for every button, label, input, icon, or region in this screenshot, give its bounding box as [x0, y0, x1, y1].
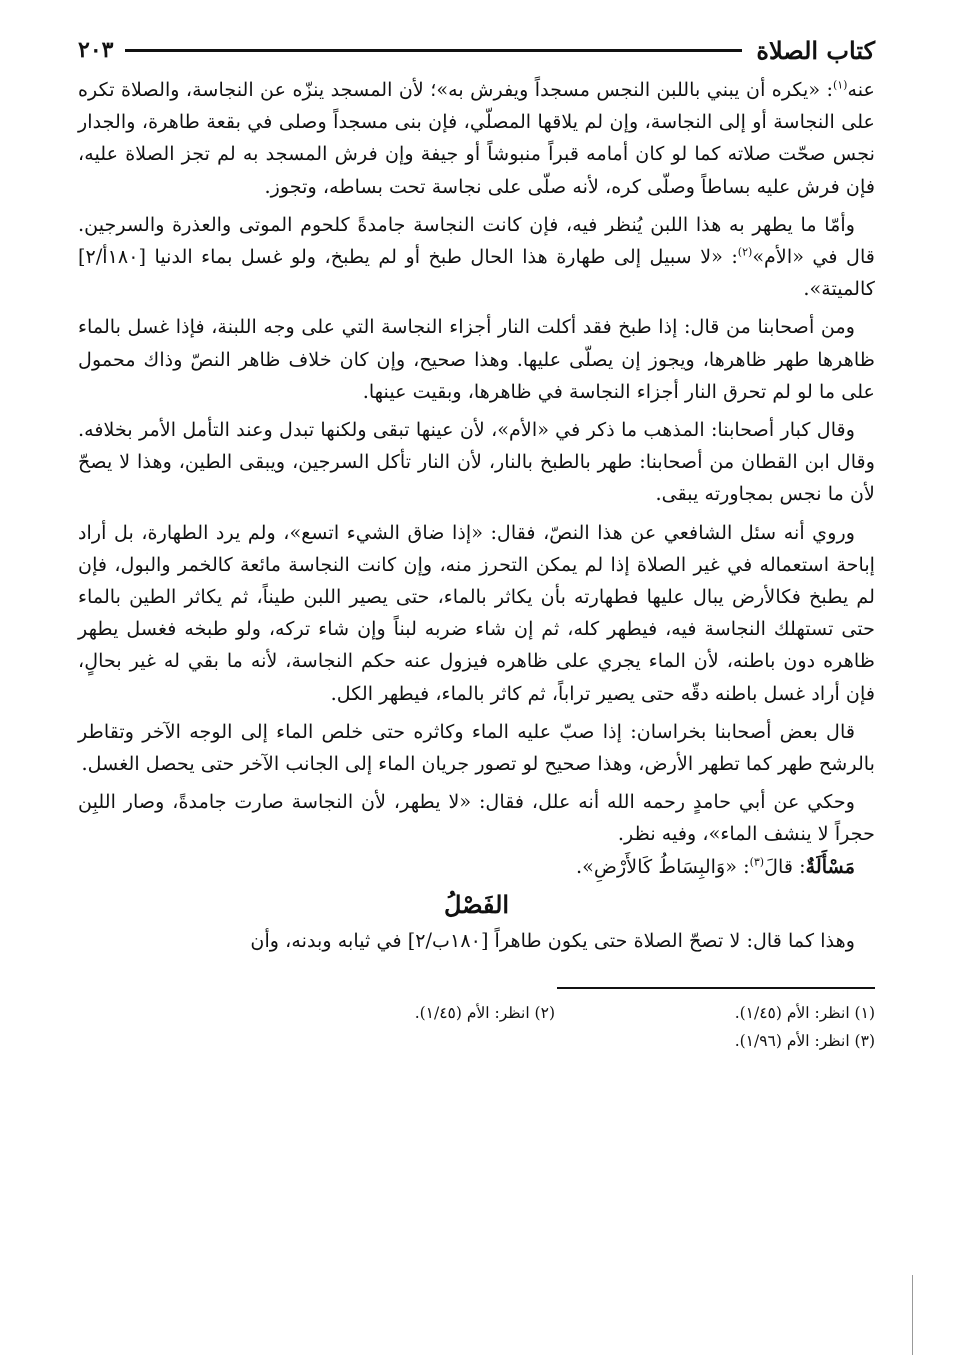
footnote-3: (٣) انظر: الأم (١/٩٦).	[734, 1032, 875, 1051]
paragraph-3: ومن أصحابنا من قال: إذا طبخ فقد أكلت النار أجزاء النجاسة التي على وجه اللبنة، فإذا غسل بالماء ظاهرها طهر ظاهرها، ويجوز إن يصلّى عليها. وهذا صحيح، وإن كان خلاف ظاهر النصّ وذاك محمول على ما لو لم تحرق النار أجزاء النجاسة في ظاهرها، وبقيت عينها.	[78, 315, 875, 403]
running-header	[78, 30, 875, 70]
paragraph-text: عنه	[847, 78, 875, 101]
page-edge-mark	[912, 1275, 913, 1355]
paragraph-text: : «يكره أن يبني باللبن النجس مسجداً ويفرش به»؛ لأن المسجد ينزّه عن النجاسة، والصلاة تكره على النجاسة أو إلى النجاسة، وإن لم يلاقها المصلّي، فإن بنى مسجداً وصلى في بقعة طاهرة، والجدار نجس صحّت صلاته كما لو كان أمامه قبراً منبوشاً أو جيفة وإن فرش المسجد به لم تجز الصلاة عليه، فإن فرش عليه بساطاً وصلّى كره، لأنه صلّى على نجاسة تحت بساطه، وتجوز.	[78, 78, 875, 198]
paragraph-2	[78, 209, 875, 306]
footnote-row	[78, 1027, 875, 1055]
footnote-row	[78, 999, 875, 1027]
masala-quote: : «وَالبِسَاطُ كَالأَرْضِ».	[576, 854, 750, 878]
paragraph-6: قال بعض أصحابنا بخراسان: إذا صبّ عليه الماء وكاثره حتى خلص الماء إلى الوجه الآخر وتقاطر بالرشح طهر كما تطهر الأرض، وهذا صحيح لو تصور جريان الماء إلى الجانب الآخر حتى يحصل الغسل.	[78, 719, 875, 776]
footnote-ref-1: (١)	[832, 78, 848, 92]
header-rule	[125, 49, 742, 52]
closing-paragraph: وهذا كما قال: لا تصحّ الصلاة حتى يكون طاهراً [١٨٠ب/٢] في ثيابه وبدنه، وأن	[250, 929, 855, 953]
footnote-ref-2: (٢)	[737, 245, 753, 259]
footnote-ref-3: (٣)	[749, 855, 765, 869]
footnote-1: (١) انظر: الأم (١/٤٥).	[734, 1004, 875, 1023]
paragraph-text: : «لا سبيل إلى طهارة هذا الحال طبخ أو لم يطبخ، ولو غسل بماء الدنيا [١٨٠أ/٢] كالميتة».	[78, 245, 875, 301]
page-number: ٢٠٣	[78, 37, 114, 63]
masala-line	[78, 851, 875, 883]
main-text	[78, 74, 875, 957]
masala-text: : قالَ	[764, 854, 806, 878]
paragraph-text: وأمّا ما يطهر به هذا اللبن يُنظر فيه، فإن كانت النجاسة جامدةً كلحوم الموتى والعذرة والسرجين. قال في «الأم»	[78, 212, 875, 269]
paragraph-1	[78, 74, 875, 203]
document-page	[78, 30, 875, 1055]
paragraph-4: وقال كبار أصحابنا: المذهب ما ذكر في «الأم»، لأن عينها تبقى ولكنها تبدل وعند التأمل الأمر بخلافه. وقال ابن القطان من أصحابنا: طهر بالطبخ بالنار، لأن النار تأكل السرجين، ويبقى الطين، وهذا لا يصحّ لأن ما نجس بمجاورته يبقى.	[78, 418, 875, 506]
masala-label: مَسْأَلَةٌ	[805, 854, 855, 878]
section-heading: الفَصْلُ	[443, 889, 510, 919]
footnotes	[78, 999, 875, 1055]
book-title: كتاب الصلاة	[756, 35, 875, 65]
footnote-separator	[557, 987, 875, 989]
paragraph-7: وحكي عن أبي حامدٍ رحمه الله أنه علل، فقال: «لا يطهر، لأن النجاسة صارت جامدةً، وصار اللبِن حجراً لا ينشف الماء»، وفيه نظر.	[78, 790, 875, 846]
footnote-2: (٢) انظر: الأم (١/٤٥).	[414, 1004, 555, 1023]
paragraph-5: وروي أنه سئل الشافعي عن هذا النصّ، فقال: «إذا ضاق الشيء اتسع»، ولم يرد الطهارة، بل أراد إباحة استعماله في غير الصلاة إذا لم يمكن التحرز منه، وإن كانت النجاسة مائعة كالخمر والبول، فإن لم يطبخ فكالأرض يبال عليها فطهارته بأن يكاثر بالماء، حتى يصير اللبن طيناً، ثم يكاثر الطين بالماء حتى تستهلك النجاسة فيه، فيطهر كله، ثم إن شاء ضربه لبناً وإن شاء تركه، ولو طبخه فغسل يطهر ظاهره دون باطنه، لأن الماء يجري على ظاهره فيزول عنه حكم النجاسة، لأنه ما بقي له غير بحالٍ، فإن أراد غسل باطنه دقّه حتى يصير تراباً، ثم كاثر بالماء، فيطهر الكل.	[78, 520, 875, 705]
